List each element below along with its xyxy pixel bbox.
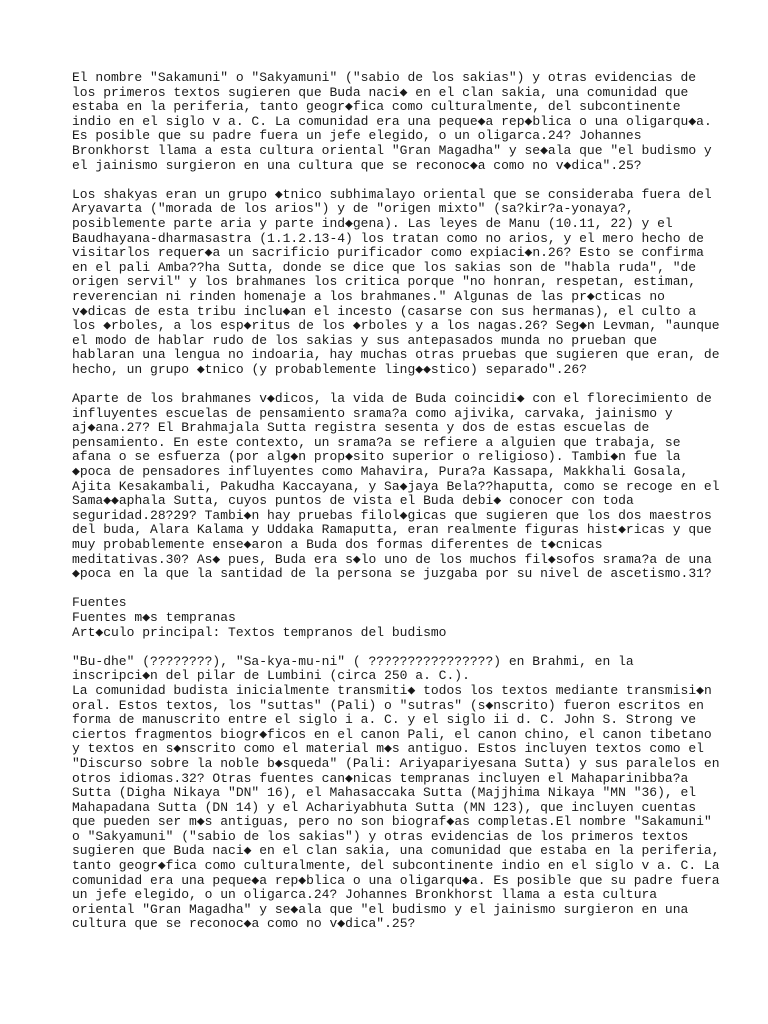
text-line: Fuentes m◆s tempranas [72, 609, 236, 625]
text-line: influyentes escuelas de pensamiento srama?a como ajivika, carvaka, jainismo y [72, 405, 673, 421]
text-line: ciertos fragmentos biogr◆ficos en el canon Pali, el canon chino, el canon tibetano [72, 726, 712, 742]
text-line: tanto geogr◆fica como culturalmente, del subcontinente indio en el siglo v a. C. La [72, 858, 720, 874]
text-line: posiblemente parte aria y parte ind◆gena). Las leyes de Manu (10.11, 22) y el [72, 215, 673, 231]
text-line: La comunidad budista inicialmente transmiti◆ todos los textos mediante transmisi◆n [72, 682, 712, 698]
text-line: oriental "Gran Magadha" y se◆ala que "el budismo y el jainismo surgieron en una [72, 901, 689, 917]
text-line: en el pali Amba??ha Sutta, donde se dice que los sakias son de "habla ruda", "de [72, 259, 697, 275]
text-line: "Bu-dhe" (????????), "Sa-kya-mu-ni" ( ????????????????) en Brahmi, en la [72, 653, 634, 669]
text-line: El nombre "Sakamuni" o "Sakyamuni" ("sabio de los sakias") y otras evidencias de [72, 70, 697, 85]
paragraph [72, 596, 762, 640]
text-line: Mahapadana Sutta (DN 14) y el Achariyabhuta Sutta (MN 123), que incluyen cuentas [72, 799, 697, 815]
text-line: Aryavarta ("morada de los arios") y de "origen mixto" (sa?kir?a-yonaya?, [72, 201, 634, 217]
text-line: Bronkhorst llama a esta cultura oriental "Gran Magadha" y se◆ala que "el budismo y [72, 142, 712, 158]
text-line: ◆poca en la que la santidad de la persona se juzgaba por su nivel de ascetismo.31? [72, 566, 712, 582]
paragraph [72, 392, 762, 582]
text-line: que pueden ser m◆s antiguas, pero no son biograf◆as completas.El nombre "Sakamuni" [72, 814, 712, 830]
text-line: los primeros textos sugieren que Buda naci◆ en el clan sakia, una comunidad que [72, 84, 689, 100]
text-line: Art◆culo principal: Textos tempranos del budismo [72, 624, 447, 640]
text-line: estaba en la periferia, tanto geogr◆fica como culturalmente, del subcontinente [72, 99, 681, 115]
text-line: otros idiomas.32? Otras fuentes can◆nicas tempranas incluyen el Mahaparinibba?a [72, 770, 689, 786]
text-line: Aparte de los brahmanes v◆dicos, la vida de Buda coincidi◆ con el florecimiento de [72, 391, 712, 407]
text-line: Es posible que su padre fuera un jefe elegido, o un oligarca.24? Johannes [72, 128, 642, 144]
text-line: sugieren que Buda naci◆ en el clan sakia, una comunidad que estaba en la periferia, [72, 843, 720, 859]
text-line: hablaran una lengua no indoaria, hay muchas otras pruebas que sugieren que eran, de [72, 347, 720, 363]
text-line: cultura que se reconoc◆a como no v◆dica".25? [72, 916, 416, 932]
text-line: visitarlos requer◆a un sacrificio purificador como expiaci◆n.26? Esto se confirma [72, 245, 704, 261]
text-line: muy probablemente ense◆aron a Buda dos formas diferentes de t◆cnicas [72, 537, 603, 552]
text-line: los ◆rboles, a los esp◆ritus de los ◆rboles y a los nagas.26? Seg◆n Levman, "aunque [72, 318, 720, 334]
text-line: el modo de hablar rudo de los sakias y sus antepasados munda no prueban que [72, 332, 658, 348]
text-line: Sutta (Digha Nikaya "DN" 16), el Mahasaccaka Sutta (Majjhima Nikaya "MN "36), el [72, 785, 697, 801]
text-line: Fuentes [72, 595, 127, 611]
text-line: un jefe elegido, o un oligarca.24? Johannes Bronkhorst llama a esta cultura [72, 887, 658, 903]
text-line: o "Sakyamuni" ("sabio de los sakias") y otras evidencias de los primeros textos [72, 828, 689, 844]
text-line: v◆dicas de esta tribu inclu◆an el incesto (casarse con sus hermanas), el culto a [72, 303, 697, 319]
text-line: el jainismo surgieron en una cultura que se reconoc◆a como no v◆dica".25? [72, 157, 642, 173]
text-line: Ajita Kesakambali, Pakudha Kaccayana, y Sa◆jaya Bela??haputta, como se recoge en el [72, 478, 720, 494]
text-line: seguridad.28?29? Tambi◆n hay pruebas filol◆gicas que sugieren que los dos maestros [72, 507, 712, 523]
text-line: meditativas.30? As◆ pues, Buda era s◆lo uno de los muchos fil◆sofos srama?a de una [72, 551, 712, 567]
text-line: comunidad era una peque◆a rep◆blica o una oligarqu◆a. Es posible que su padre fuera [72, 872, 720, 888]
text-line: inscripci◆n del pilar de Lumbini (circa 250 a. C.). [72, 668, 470, 684]
text-line: forma de manuscrito entre el siglo i a. C. y el siglo ii d. C. John S. Strong ve [72, 712, 697, 728]
text-line: oral. Estos textos, los "suttas" (Pali) o "sutras" (s◆nscrito) fueron escritos en [72, 697, 704, 713]
paragraph [72, 188, 762, 378]
text-line: y textos en s◆nscrito como el material m◆s antiguo. Estos incluyen textos como el [72, 741, 704, 757]
text-line: hecho, un grupo ◆tnico (y probablemente ling◆◆stico) separado".26? [72, 361, 587, 377]
text-line: Baudhayana-dharmasastra (1.1.2.13-4) los tratan como no arios, y el mero hecho de [72, 230, 704, 246]
text-line: ◆poca de pensadores influyentes como Mahavira, Pura?a Kassapa, Makkhali Gosala, [72, 464, 689, 480]
paragraph [72, 71, 762, 173]
text-line: Los shakyas eran un grupo ◆tnico subhimalayo oriental que se consideraba fuera del [72, 186, 712, 202]
paragraph [72, 655, 762, 932]
text-line: pensamiento. En este contexto, un srama?a se refiere a alguien que trabaja, se [72, 434, 681, 450]
text-line: aj◆ana.27? El Brahmajala Sutta registra sesenta y dos de estas escuelas de [72, 420, 650, 436]
text-line: Sama◆◆aphala Sutta, cuyos puntos de vista el Buda debi◆ conocer con toda [72, 493, 634, 509]
document-page [72, 71, 762, 947]
text-line: origen servil" y los brahmanes los critica porque "no honran, respetan, estiman, [72, 274, 697, 290]
text-line: reverencian ni rinden homenaje a los brahmanes." Algunas de las pr◆cticas no [72, 288, 665, 304]
text-line: "Discurso sobre la noble b◆squeda" (Pali: Ariyapariyesana Sutta) y sus paralelos en [72, 755, 720, 771]
text-line: afana o se esfuerza (por alg◆n prop◆sito superior o religioso). Tambi◆n fue la [72, 449, 681, 465]
text-line: del buda, Alara Kalama y Uddaka Ramaputta, eran realmente figuras hist◆ricas y que [72, 522, 712, 538]
text-line: indio en el siglo v a. C. La comunidad era una peque◆a rep◆blica o una oligarqu◆a. [72, 113, 712, 129]
